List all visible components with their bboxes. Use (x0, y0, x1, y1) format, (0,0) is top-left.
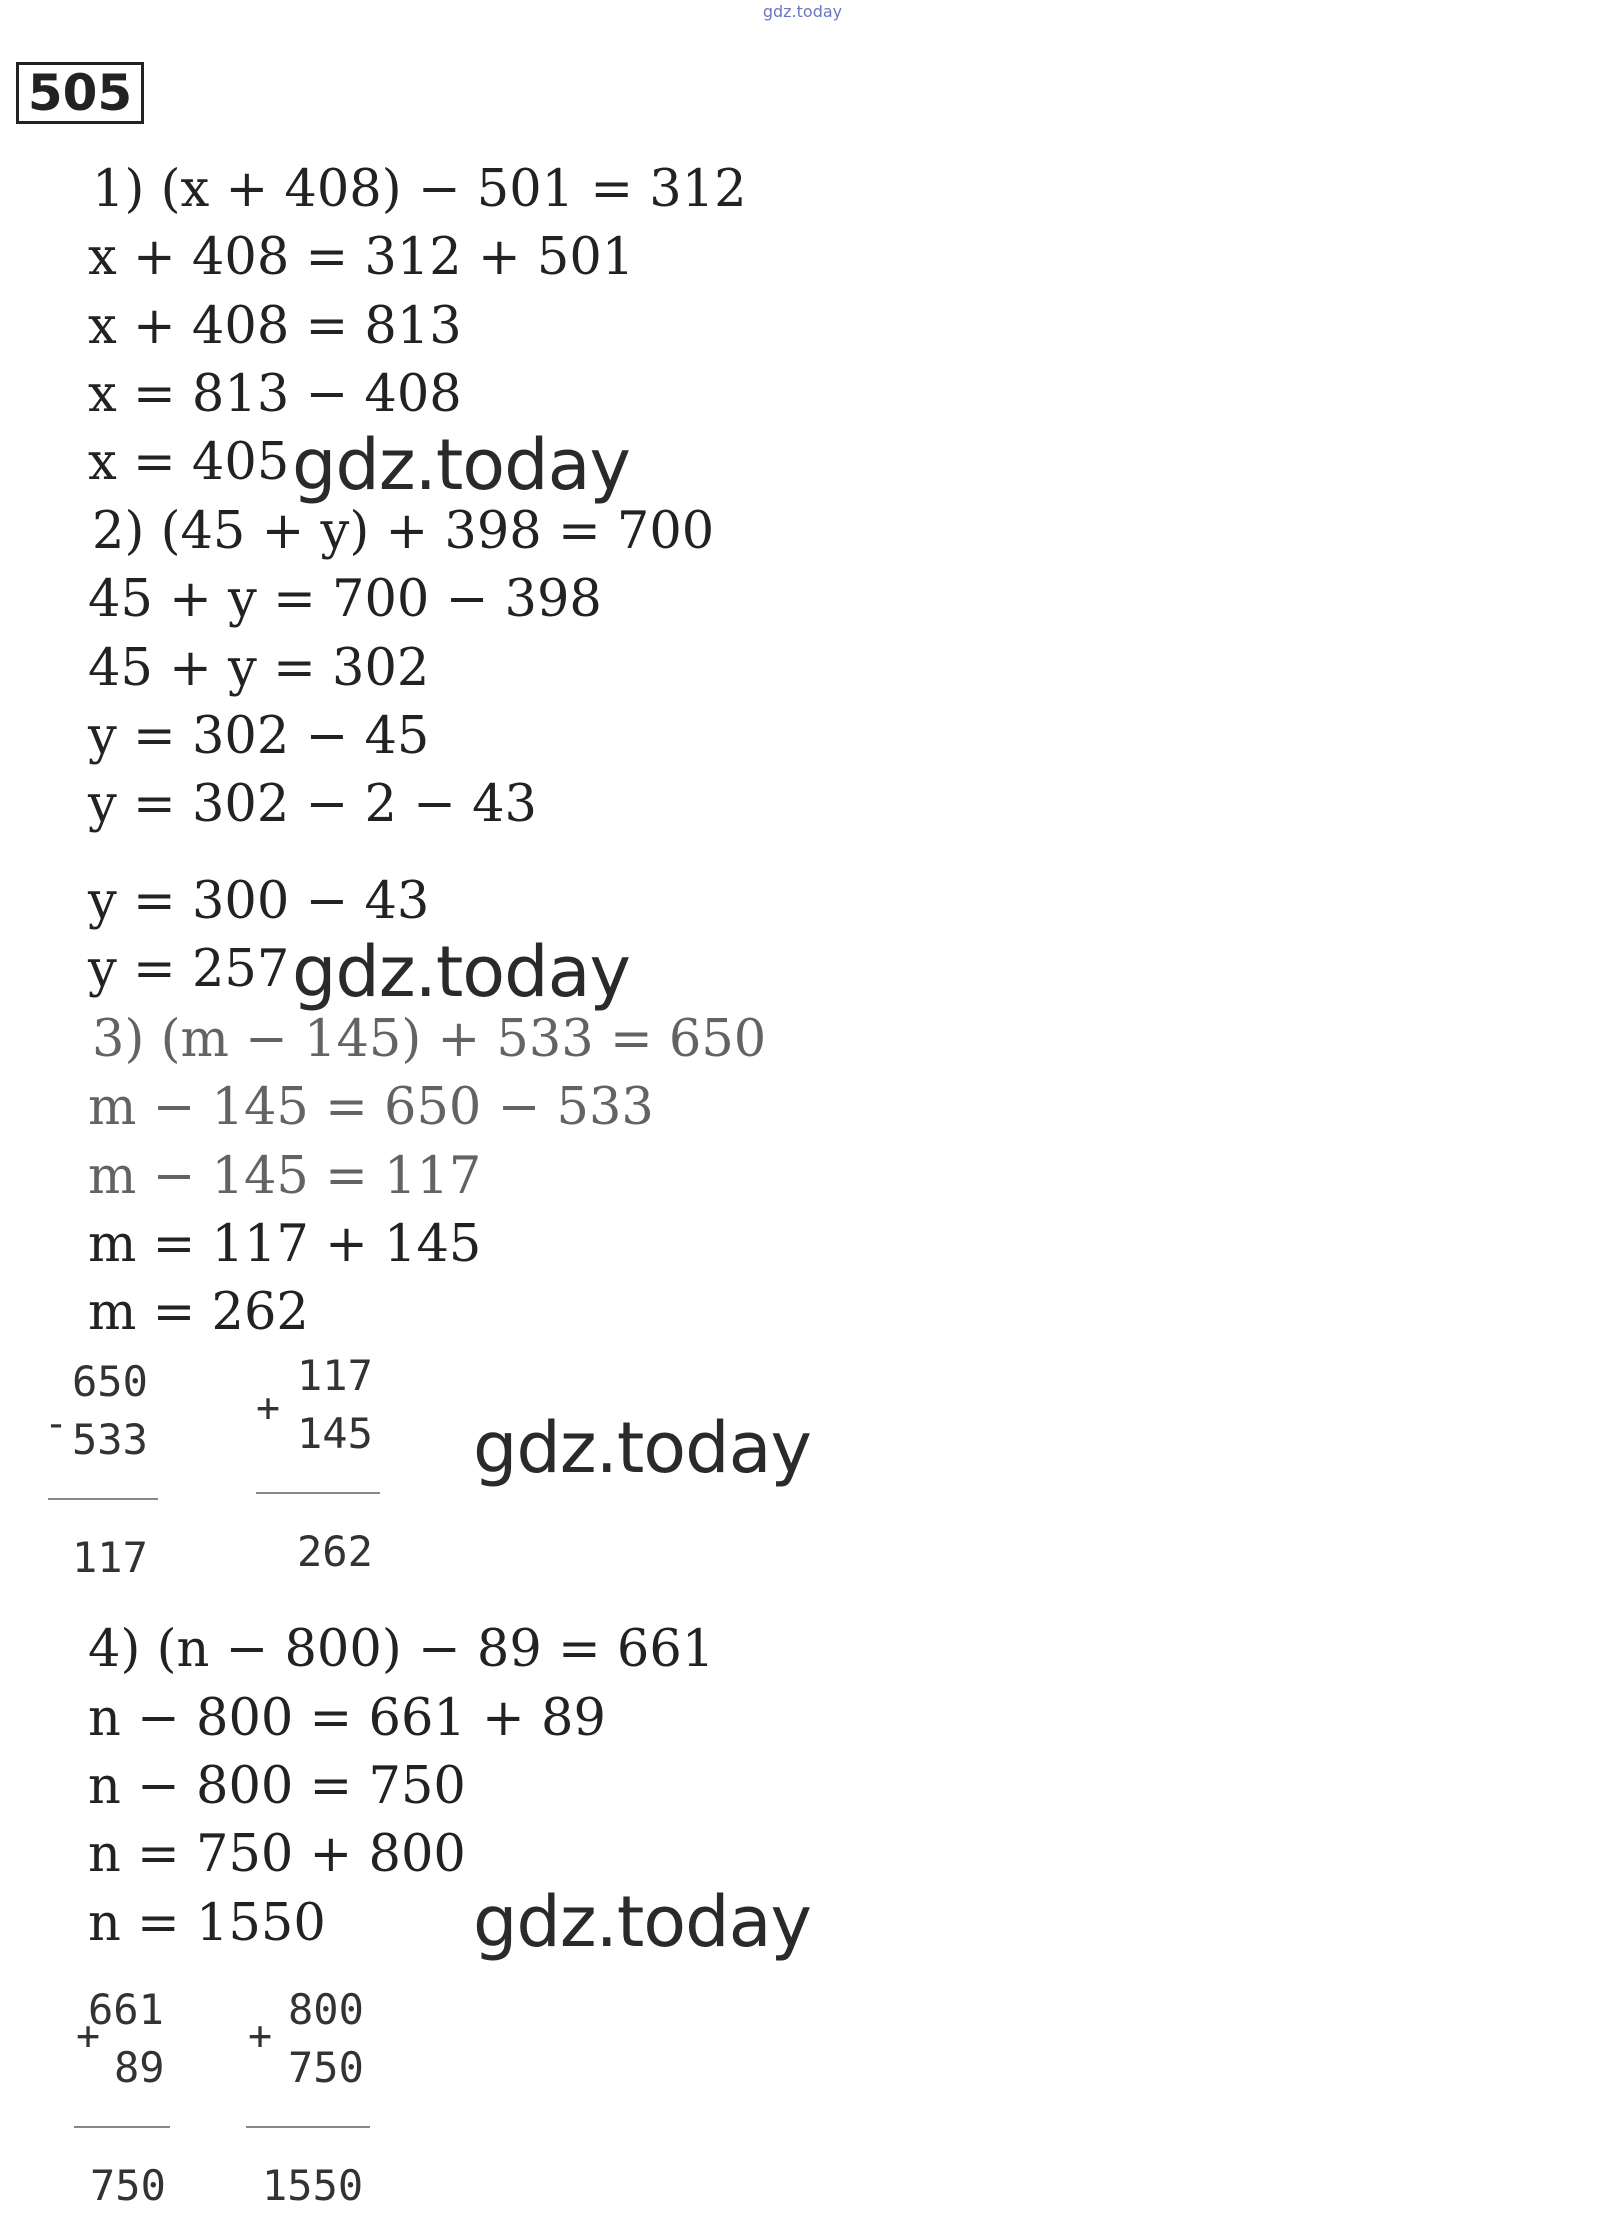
column-calc-top: 650 (72, 1357, 148, 1406)
equation-line: (x + 408) − 501 = 312 (160, 160, 747, 219)
equation-line: n − 800 = 661 + 89 (88, 1689, 606, 1748)
column-calc (72, 1980, 182, 2220)
column-calc-operator: + (256, 1385, 281, 1431)
column-calc-top: 117 (297, 1351, 373, 1400)
equation-line: x = 405 (88, 433, 290, 492)
column-calc-top: 800 (288, 1985, 364, 2034)
watermark: gdz.today (292, 931, 630, 1013)
solution-3-equation (92, 1010, 766, 1070)
equation-line: n − 800 = 750 (88, 1757, 466, 1816)
column-calc-result: 1550 (262, 2161, 364, 2210)
task-number: 505 (16, 62, 144, 124)
column-calc-divider (246, 2126, 370, 2128)
equation-line: m = 117 + 145 (88, 1215, 482, 1274)
equation-line: y = 302 − 2 − 43 (88, 775, 537, 834)
equation-line: y = 302 − 45 (88, 707, 430, 766)
column-calc-bottom: 750 (288, 2043, 364, 2092)
solution-1-equation (92, 160, 747, 220)
equation-line: m − 145 = 117 (88, 1147, 482, 1206)
column-calc-top: 661 (88, 1985, 164, 2034)
equation-line: n = 1550 (88, 1894, 326, 1953)
column-calc-divider (48, 1498, 158, 1500)
watermark: gdz.today (292, 424, 630, 506)
solution-2-equation (92, 502, 714, 562)
equation-line: 45 + y = 302 (88, 639, 430, 698)
equation-line: m = 262 (88, 1283, 309, 1342)
equation-line: x = 813 − 408 (88, 365, 462, 424)
equation-line: n = 750 + 800 (88, 1825, 466, 1884)
solution-4-label: 4) (88, 1620, 141, 1679)
equation-line: x + 408 = 813 (88, 297, 462, 356)
column-calc (252, 1346, 382, 1586)
equation-line: y = 300 − 43 (88, 872, 430, 931)
column-calc-operator: - (44, 1401, 69, 1447)
column-calc-bottom: 89 (114, 2043, 165, 2092)
column-calc-result: 117 (72, 1533, 148, 1582)
equation-line: y = 257 (88, 940, 290, 999)
column-calc-bottom: 145 (297, 1409, 373, 1458)
column-calc-divider (74, 2126, 170, 2128)
column-calc (44, 1352, 164, 1592)
column-calc-result: 750 (90, 2161, 166, 2210)
equation-line: (45 + y) + 398 = 700 (160, 502, 715, 561)
equation-line: x + 408 = 312 + 501 (88, 228, 635, 287)
column-calc-operator: + (76, 2013, 101, 2059)
equation-line: 45 + y = 700 − 398 (88, 570, 602, 629)
column-calc-operator: + (248, 2013, 273, 2059)
solution-3-label: 3) (92, 1010, 145, 1069)
watermark: gdz.today (473, 1407, 811, 1489)
site-header-mark: gdz.today (762, 2, 843, 21)
equation-line: m − 145 = 650 − 533 (88, 1078, 654, 1137)
solution-4-equation (88, 1620, 714, 1680)
solution-2-label: 2) (92, 502, 145, 561)
column-calc-bottom: 533 (72, 1415, 148, 1464)
column-calc-result: 262 (297, 1527, 373, 1576)
column-calc-divider (256, 1492, 380, 1494)
watermark: gdz.today (473, 1881, 811, 1963)
equation-line: (m − 145) + 533 = 650 (160, 1010, 767, 1069)
solution-1-label: 1) (92, 160, 145, 219)
column-calc (246, 1980, 376, 2220)
equation-line: (n − 800) − 89 = 661 (156, 1620, 715, 1679)
